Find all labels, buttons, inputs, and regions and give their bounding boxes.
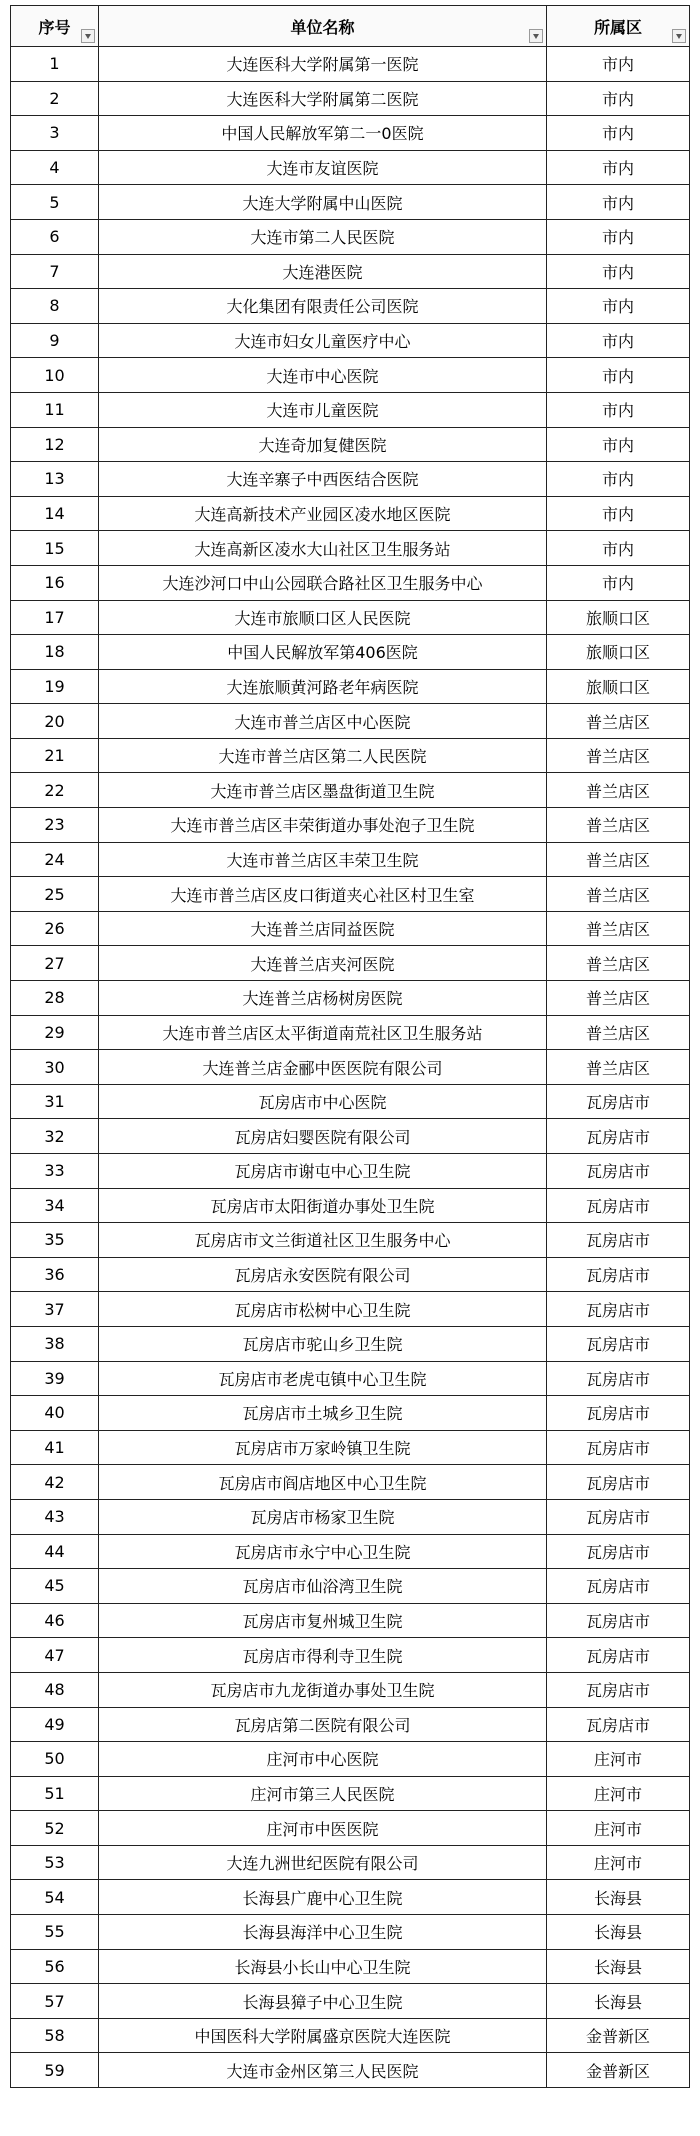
district-cell[interactable]: 瓦房店市 [547,1430,690,1465]
row-number-cell[interactable]: 28 [11,981,99,1016]
unit-name-cell[interactable]: 瓦房店市驼山乡卫生院 [99,1326,547,1361]
district-cell[interactable]: 瓦房店市 [547,1499,690,1534]
row-number-cell[interactable]: 55 [11,1915,99,1950]
row-number-cell[interactable]: 30 [11,1050,99,1085]
unit-name-cell[interactable]: 大连市普兰店区墨盘街道卫生院 [99,773,547,808]
district-cell[interactable]: 金普新区 [547,2053,690,2088]
unit-name-cell[interactable]: 大连普兰店杨树房医院 [99,981,547,1016]
table-row [11,1811,690,1846]
unit-name-cell[interactable]: 大连医科大学附属第一医院 [99,47,547,82]
row-number-cell[interactable]: 41 [11,1430,99,1465]
table-row [11,116,690,151]
unit-name-cell[interactable]: 瓦房店市得利寺卫生院 [99,1638,547,1673]
district-cell[interactable]: 旅顺口区 [547,669,690,704]
unit-name-cell[interactable]: 庄河市中医医院 [99,1811,547,1846]
row-number-cell[interactable]: 21 [11,738,99,773]
table-row [11,1534,690,1569]
district-cell[interactable]: 市内 [547,219,690,254]
table-row [11,185,690,220]
table-row [11,1430,690,1465]
row-number-cell[interactable]: 23 [11,808,99,843]
table-row [11,669,690,704]
hospital-table [10,5,690,2088]
district-cell[interactable]: 市内 [547,150,690,185]
table-row [11,635,690,670]
unit-name-cell[interactable]: 大连市普兰店区皮口街道夹心社区村卫生室 [99,877,547,912]
table-row [11,1361,690,1396]
row-number-cell[interactable]: 43 [11,1499,99,1534]
district-cell[interactable]: 普兰店区 [547,738,690,773]
row-number-cell[interactable]: 37 [11,1292,99,1327]
unit-name-cell[interactable]: 瓦房店市永宁中心卫生院 [99,1534,547,1569]
row-number-cell[interactable]: 46 [11,1603,99,1638]
unit-name-cell[interactable]: 大连旅顺黄河路老年病医院 [99,669,547,704]
unit-name-cell[interactable]: 大连市儿童医院 [99,392,547,427]
unit-name-cell[interactable]: 瓦房店市松树中心卫生院 [99,1292,547,1327]
district-cell[interactable]: 瓦房店市 [547,1119,690,1154]
district-cell[interactable]: 金普新区 [547,2018,690,2053]
unit-name-cell[interactable]: 瓦房店市万家岭镇卫生院 [99,1430,547,1465]
district-cell[interactable]: 瓦房店市 [547,1326,690,1361]
unit-name-cell[interactable]: 大连普兰店金郦中医医院有限公司 [99,1050,547,1085]
spreadsheet [10,5,689,2088]
table-row [11,1949,690,1984]
row-number-cell[interactable]: 6 [11,219,99,254]
district-cell[interactable]: 市内 [547,462,690,497]
district-cell[interactable]: 市内 [547,81,690,116]
unit-name-cell[interactable]: 大连市普兰店区丰荣卫生院 [99,842,547,877]
table-row [11,1499,690,1534]
row-number-cell[interactable]: 35 [11,1223,99,1258]
table-row [11,1015,690,1050]
district-cell[interactable]: 市内 [547,116,690,151]
unit-name-cell[interactable]: 大连普兰店同益医院 [99,911,547,946]
row-number-cell[interactable]: 2 [11,81,99,116]
table-row [11,358,690,393]
row-number-cell[interactable]: 5 [11,185,99,220]
row-number-cell[interactable]: 18 [11,635,99,670]
table-row [11,1880,690,1915]
unit-name-cell[interactable]: 长海县獐子中心卫生院 [99,1984,547,2019]
row-number-cell[interactable]: 56 [11,1949,99,1984]
row-number-cell[interactable]: 32 [11,1119,99,1154]
table-row [11,1257,690,1292]
unit-name-cell[interactable]: 瓦房店市杨家卫生院 [99,1499,547,1534]
table-row [11,877,690,912]
table-row [11,1326,690,1361]
district-cell[interactable]: 普兰店区 [547,808,690,843]
district-cell[interactable]: 市内 [547,531,690,566]
unit-name-cell[interactable]: 大连奇加复健医院 [99,427,547,462]
table-row [11,1776,690,1811]
row-number-cell[interactable]: 33 [11,1154,99,1189]
row-number-cell[interactable]: 59 [11,2053,99,2088]
unit-name-cell[interactable]: 大连市第二人民医院 [99,219,547,254]
row-number-cell[interactable]: 38 [11,1326,99,1361]
table-row [11,1845,690,1880]
row-number-cell[interactable]: 15 [11,531,99,566]
table-row [11,1603,690,1638]
unit-name-cell[interactable]: 瓦房店永安医院有限公司 [99,1257,547,1292]
table-row [11,1292,690,1327]
unit-name-cell[interactable]: 大连大学附属中山医院 [99,185,547,220]
district-cell[interactable]: 庄河市 [547,1776,690,1811]
district-cell[interactable]: 长海县 [547,1915,690,1950]
table-row [11,1707,690,1742]
row-number-cell[interactable]: 40 [11,1396,99,1431]
unit-name-cell[interactable]: 大连辛寨子中西医结合医院 [99,462,547,497]
district-cell[interactable]: 普兰店区 [547,1015,690,1050]
table-row [11,219,690,254]
unit-name-cell[interactable]: 大连市普兰店区第二人民医院 [99,738,547,773]
district-cell[interactable]: 瓦房店市 [547,1223,690,1258]
row-number-cell[interactable]: 53 [11,1845,99,1880]
unit-name-cell[interactable]: 瓦房店市谢屯中心卫生院 [99,1154,547,1189]
row-number-cell[interactable]: 14 [11,496,99,531]
district-cell[interactable]: 普兰店区 [547,911,690,946]
table-row [11,1672,690,1707]
unit-name-cell[interactable]: 瓦房店第二医院有限公司 [99,1707,547,1742]
table-row [11,1223,690,1258]
table-row [11,1119,690,1154]
row-number-cell[interactable]: 17 [11,600,99,635]
district-cell[interactable]: 长海县 [547,1880,690,1915]
row-number-cell[interactable]: 26 [11,911,99,946]
district-cell[interactable]: 瓦房店市 [547,1084,690,1119]
district-cell[interactable]: 瓦房店市 [547,1465,690,1500]
district-cell[interactable]: 市内 [547,496,690,531]
district-cell[interactable]: 庄河市 [547,1811,690,1846]
filter-dropdown-icon[interactable] [81,29,95,43]
table-row [11,496,690,531]
unit-name-cell[interactable]: 大连九洲世纪医院有限公司 [99,1845,547,1880]
row-number-cell[interactable]: 19 [11,669,99,704]
table-row [11,81,690,116]
district-cell[interactable]: 市内 [547,392,690,427]
row-number-cell[interactable]: 54 [11,1880,99,1915]
table-row [11,2053,690,2088]
district-cell[interactable]: 普兰店区 [547,877,690,912]
row-number-cell[interactable]: 42 [11,1465,99,1500]
table-row [11,1915,690,1950]
unit-name-cell[interactable]: 瓦房店市仙浴湾卫生院 [99,1569,547,1604]
table-row [11,1084,690,1119]
unit-name-cell[interactable]: 瓦房店市文兰街道社区卫生服务中心 [99,1223,547,1258]
district-cell[interactable]: 庄河市 [547,1742,690,1777]
row-number-cell[interactable]: 12 [11,427,99,462]
table-row [11,1638,690,1673]
unit-name-cell[interactable]: 瓦房店市九龙街道办事处卫生院 [99,1672,547,1707]
unit-name-cell[interactable]: 大连高新区凌水大山社区卫生服务站 [99,531,547,566]
unit-name-cell[interactable]: 大连高新技术产业园区凌水地区医院 [99,496,547,531]
row-number-cell[interactable]: 45 [11,1569,99,1604]
unit-name-cell[interactable]: 大连市中心医院 [99,358,547,393]
table-row [11,462,690,497]
unit-name-cell[interactable]: 大连医科大学附属第二医院 [99,81,547,116]
district-cell[interactable]: 长海县 [547,1949,690,1984]
unit-name-cell[interactable]: 大连市妇女儿童医疗中心 [99,323,547,358]
district-cell[interactable]: 瓦房店市 [547,1188,690,1223]
table-row [11,323,690,358]
district-cell[interactable]: 瓦房店市 [547,1707,690,1742]
district-cell[interactable]: 瓦房店市 [547,1672,690,1707]
district-cell[interactable]: 普兰店区 [547,842,690,877]
filter-dropdown-icon[interactable] [672,29,686,43]
header-no-cell [11,6,99,47]
row-number-cell[interactable]: 22 [11,773,99,808]
table-row [11,842,690,877]
row-number-cell[interactable]: 29 [11,1015,99,1050]
unit-name-cell[interactable]: 瓦房店市老虎屯镇中心卫生院 [99,1361,547,1396]
district-cell[interactable]: 市内 [547,289,690,324]
unit-name-cell[interactable]: 大化集团有限责任公司医院 [99,289,547,324]
table-row [11,911,690,946]
district-cell[interactable]: 市内 [547,47,690,82]
district-cell[interactable]: 普兰店区 [547,981,690,1016]
district-cell[interactable]: 长海县 [547,1984,690,2019]
unit-name-cell[interactable]: 长海县广鹿中心卫生院 [99,1880,547,1915]
district-cell[interactable]: 瓦房店市 [547,1534,690,1569]
table-row [11,1465,690,1500]
district-cell[interactable]: 瓦房店市 [547,1603,690,1638]
table-row [11,808,690,843]
district-cell[interactable]: 瓦房店市 [547,1638,690,1673]
district-cell[interactable]: 普兰店区 [547,773,690,808]
unit-name-cell[interactable]: 庄河市第三人民医院 [99,1776,547,1811]
district-cell[interactable]: 市内 [547,185,690,220]
table-row [11,738,690,773]
header-row [11,6,690,47]
district-cell[interactable]: 普兰店区 [547,946,690,981]
row-number-cell[interactable]: 11 [11,392,99,427]
unit-name-cell[interactable]: 瓦房店市中心医院 [99,1084,547,1119]
header-name-label: 单位名称 [290,17,355,37]
unit-name-cell[interactable]: 瓦房店妇婴医院有限公司 [99,1119,547,1154]
unit-name-cell[interactable]: 大连市金州区第三人民医院 [99,2053,547,2088]
table-row [11,773,690,808]
table-row [11,392,690,427]
unit-name-cell[interactable]: 长海县小长山中心卫生院 [99,1949,547,1984]
district-cell[interactable]: 瓦房店市 [547,1396,690,1431]
row-number-cell[interactable]: 49 [11,1707,99,1742]
table-row [11,600,690,635]
row-number-cell[interactable]: 52 [11,1811,99,1846]
row-number-cell[interactable]: 36 [11,1257,99,1292]
row-number-cell[interactable]: 27 [11,946,99,981]
unit-name-cell[interactable]: 大连市旅顺口区人民医院 [99,600,547,635]
row-number-cell[interactable]: 48 [11,1672,99,1707]
row-number-cell[interactable]: 57 [11,1984,99,2019]
unit-name-cell[interactable]: 瓦房店市阎店地区中心卫生院 [99,1465,547,1500]
unit-name-cell[interactable]: 瓦房店市复州城卫生院 [99,1603,547,1638]
unit-name-cell[interactable]: 中国人民解放军第二一0医院 [99,116,547,151]
row-number-cell[interactable]: 25 [11,877,99,912]
table-row [11,1396,690,1431]
district-cell[interactable]: 市内 [547,427,690,462]
table-row [11,150,690,185]
table-row [11,2018,690,2053]
unit-name-cell[interactable]: 庄河市中心医院 [99,1742,547,1777]
header-name-cell [99,6,547,47]
district-cell[interactable]: 旅顺口区 [547,635,690,670]
district-cell[interactable]: 旅顺口区 [547,600,690,635]
row-number-cell[interactable]: 51 [11,1776,99,1811]
row-number-cell[interactable]: 47 [11,1638,99,1673]
district-cell[interactable]: 市内 [547,323,690,358]
unit-name-cell[interactable]: 大连市普兰店区中心医院 [99,704,547,739]
unit-name-cell[interactable]: 大连市友谊医院 [99,150,547,185]
unit-name-cell[interactable]: 大连港医院 [99,254,547,289]
header-no-label: 序号 [38,17,71,37]
table-body [11,47,690,2088]
row-number-cell[interactable]: 10 [11,358,99,393]
district-cell[interactable]: 瓦房店市 [547,1257,690,1292]
table-row [11,531,690,566]
table-row [11,981,690,1016]
district-cell[interactable]: 瓦房店市 [547,1154,690,1189]
filter-dropdown-icon[interactable] [529,29,543,43]
row-number-cell[interactable]: 8 [11,289,99,324]
row-number-cell[interactable]: 58 [11,2018,99,2053]
district-cell[interactable]: 普兰店区 [547,704,690,739]
table-header [11,6,690,47]
unit-name-cell[interactable]: 大连普兰店夹河医院 [99,946,547,981]
table-row [11,1742,690,1777]
row-number-cell[interactable]: 44 [11,1534,99,1569]
district-cell[interactable]: 普兰店区 [547,1050,690,1085]
row-number-cell[interactable]: 24 [11,842,99,877]
table-row [11,47,690,82]
row-number-cell[interactable]: 34 [11,1188,99,1223]
row-number-cell[interactable]: 1 [11,47,99,82]
table-row [11,946,690,981]
table-row [11,427,690,462]
unit-name-cell[interactable]: 大连市普兰店区太平街道南荒社区卫生服务站 [99,1015,547,1050]
unit-name-cell[interactable]: 瓦房店市太阳街道办事处卫生院 [99,1188,547,1223]
table-row [11,1154,690,1189]
unit-name-cell[interactable]: 长海县海洋中心卫生院 [99,1915,547,1950]
row-number-cell[interactable]: 39 [11,1361,99,1396]
row-number-cell[interactable]: 7 [11,254,99,289]
district-cell[interactable]: 庄河市 [547,1845,690,1880]
table-row [11,1050,690,1085]
unit-name-cell[interactable]: 大连市普兰店区丰荣街道办事处泡子卫生院 [99,808,547,843]
row-number-cell[interactable]: 16 [11,565,99,600]
table-row [11,1984,690,2019]
row-number-cell[interactable]: 20 [11,704,99,739]
row-number-cell[interactable]: 4 [11,150,99,185]
row-number-cell[interactable]: 3 [11,116,99,151]
district-cell[interactable]: 瓦房店市 [547,1361,690,1396]
table-row [11,289,690,324]
table-row [11,254,690,289]
district-cell[interactable]: 市内 [547,358,690,393]
unit-name-cell[interactable]: 大连沙河口中山公园联合路社区卫生服务中心 [99,565,547,600]
unit-name-cell[interactable]: 中国人民解放军第406医院 [99,635,547,670]
header-district-label: 所属区 [593,17,642,37]
row-number-cell[interactable]: 13 [11,462,99,497]
row-number-cell[interactable]: 31 [11,1084,99,1119]
row-number-cell[interactable]: 9 [11,323,99,358]
district-cell[interactable]: 市内 [547,254,690,289]
table-row [11,565,690,600]
table-row [11,1569,690,1604]
district-cell[interactable]: 市内 [547,565,690,600]
unit-name-cell[interactable]: 瓦房店市土城乡卫生院 [99,1396,547,1431]
header-district-cell [547,6,690,47]
district-cell[interactable]: 瓦房店市 [547,1569,690,1604]
row-number-cell[interactable]: 50 [11,1742,99,1777]
table-row [11,704,690,739]
district-cell[interactable]: 瓦房店市 [547,1292,690,1327]
table-row [11,1188,690,1223]
unit-name-cell[interactable]: 中国医科大学附属盛京医院大连医院 [99,2018,547,2053]
